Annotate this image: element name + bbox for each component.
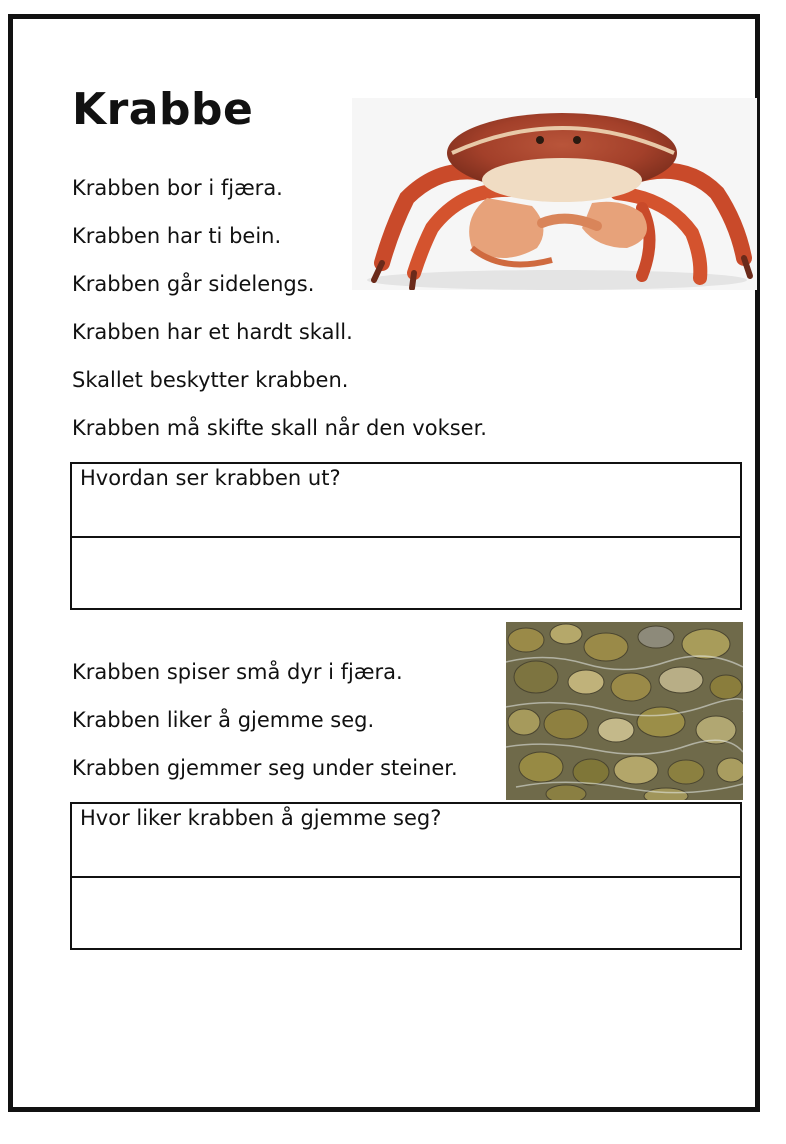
- text-line: Skallet beskytter krabben.: [72, 368, 349, 392]
- text-line: Krabben spiser små dyr i fjæra.: [72, 660, 403, 684]
- answer-field[interactable]: [72, 536, 740, 610]
- text-line: Krabben har et hardt skall.: [72, 320, 353, 344]
- text-line: Krabben går sidelengs.: [72, 272, 315, 296]
- question-label: Hvordan ser krabben ut?: [80, 466, 341, 490]
- answer-field[interactable]: [72, 876, 740, 950]
- crab-photo: [352, 98, 757, 290]
- text-line: Krabben bor i fjæra.: [72, 176, 283, 200]
- question-box-hiding: [70, 802, 742, 950]
- question-box-appearance: [70, 462, 742, 610]
- text-line: Krabben gjemmer seg under steiner.: [72, 756, 458, 780]
- stones-photo: [506, 622, 743, 800]
- text-line: Krabben må skifte skall når den vokser.: [72, 416, 487, 440]
- text-line: Krabben har ti bein.: [72, 224, 282, 248]
- question-label: Hvor liker krabben å gjemme seg?: [80, 806, 442, 830]
- page-title: Krabbe: [72, 84, 254, 135]
- text-line: Krabben liker å gjemme seg.: [72, 708, 375, 732]
